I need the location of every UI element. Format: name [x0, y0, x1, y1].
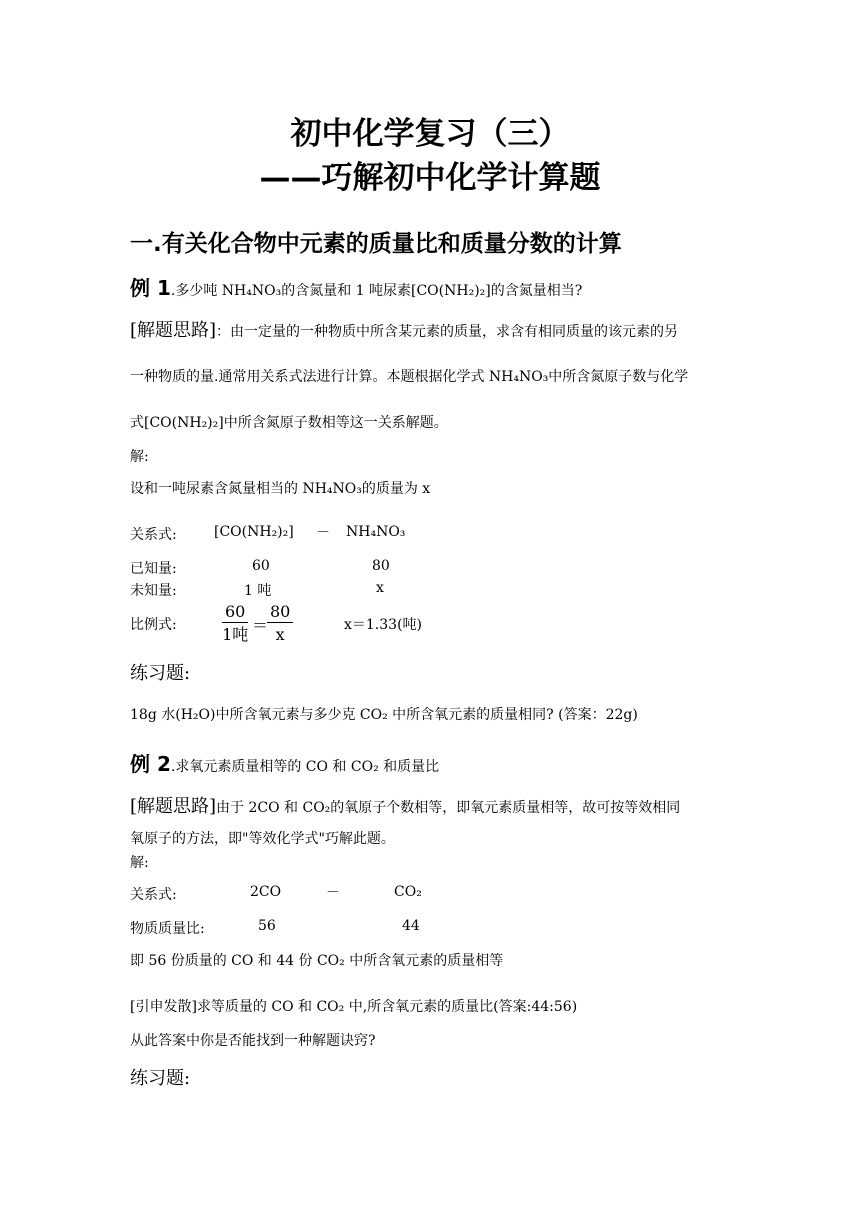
section-heading: 一.有关化合物中元素的质量比和质量分数的计算 [130, 231, 622, 257]
mass-right: 44 [402, 918, 420, 934]
relation-right: NH₄NO₃ [346, 524, 406, 540]
fraction-denominator: 1吨 [222, 625, 249, 644]
example-label: 例 1 [130, 276, 171, 300]
relation-label: 关系式: [130, 887, 177, 903]
extension-text: [引申发散]求等质量的 CO 和 CO₂ 中,所含氧元素的质量比(答案:44:56) [130, 999, 578, 1015]
example-question: .多少吨 NH₄NO₃的含氮量和 1 吨尿素[CO(NH₂)₂]的含氮量相当? [170, 283, 583, 299]
approach-text: ：由一定量的一种物质中所含某元素的质量，求含有相同质量的该元素的另 [216, 324, 679, 340]
mass-label: 物质质量比: [130, 921, 205, 937]
unknown-label: 未知量: [130, 583, 177, 599]
known-label: 已知量: [130, 561, 177, 577]
setup-text: 设和一吨尿素含氮量相当的 NH₄NO₃的质量为 x [130, 481, 431, 497]
practice-heading: 练习题: [130, 1068, 191, 1089]
unknown-right: x [376, 580, 384, 596]
example-label: 例 2 [130, 752, 171, 776]
page-subtitle: ——巧解初中化学计算题 [259, 160, 601, 196]
fraction-denominator: x [275, 625, 285, 644]
relation-left: [CO(NH₂)₂] [214, 524, 294, 540]
relation-right: CO₂ [394, 884, 422, 900]
equals-sign: ＝ [252, 616, 269, 635]
approach-line: 式[CO(NH₂)₂]中所含氮原子数相等这一关系解题。 [130, 415, 448, 431]
approach-line [130, 792, 680, 818]
approach-text: 由于 2CO 和 CO₂的氧原子个数相等，即氧元素质量相等，故可按等效相同 [216, 800, 681, 816]
ratio-label: 比例式: [130, 617, 177, 633]
unknown-left: 1 吨 [244, 583, 272, 599]
page-title: 初中化学复习（三） [290, 116, 570, 152]
practice-text: 18g 水(H₂O)中所含氧元素与多少克 CO₂ 中所含氧元素的质量相同? (答案：22g) [130, 707, 638, 723]
question-text: 从此答案中你是否能找到一种解题诀窍? [130, 1033, 376, 1049]
known-left: 60 [252, 558, 270, 574]
relation-left: 2CO [250, 884, 282, 900]
approach-line: 一种物质的量.通常用关系式法进行计算。本题根据化学式 NH₄NO₃中所含氮原子数与化学 [130, 369, 689, 385]
result-text: x＝1.33(吨) [344, 617, 422, 633]
approach-label: [解题思路] [130, 320, 217, 341]
practice-heading: 练习题: [130, 663, 191, 684]
known-right: 80 [372, 558, 390, 574]
example-1 [130, 272, 582, 301]
conclusion-text: 即 56 份质量的 CO 和 44 份 CO₂ 中所含氧元素的质量相等 [130, 953, 504, 969]
mass-left: 56 [258, 918, 276, 934]
fraction [222, 602, 248, 645]
fraction [267, 602, 293, 645]
solve-label: 解: [130, 855, 149, 871]
relation-dash: － [316, 525, 330, 541]
relation-label: 关系式: [130, 527, 177, 543]
relation-dash: － [326, 885, 340, 901]
fraction-numerator: 60 [222, 602, 248, 623]
approach-line [130, 316, 678, 342]
example-2 [130, 748, 439, 777]
example-question: .求氧元素质量相等的 CO 和 CO₂ 和质量比 [170, 759, 440, 775]
solve-label: 解: [130, 449, 149, 465]
fraction-numerator: 80 [267, 602, 293, 623]
approach-label: [解题思路] [130, 796, 217, 817]
approach-line: 氧原子的方法，即"等效化学式"巧解此题。 [130, 831, 395, 847]
